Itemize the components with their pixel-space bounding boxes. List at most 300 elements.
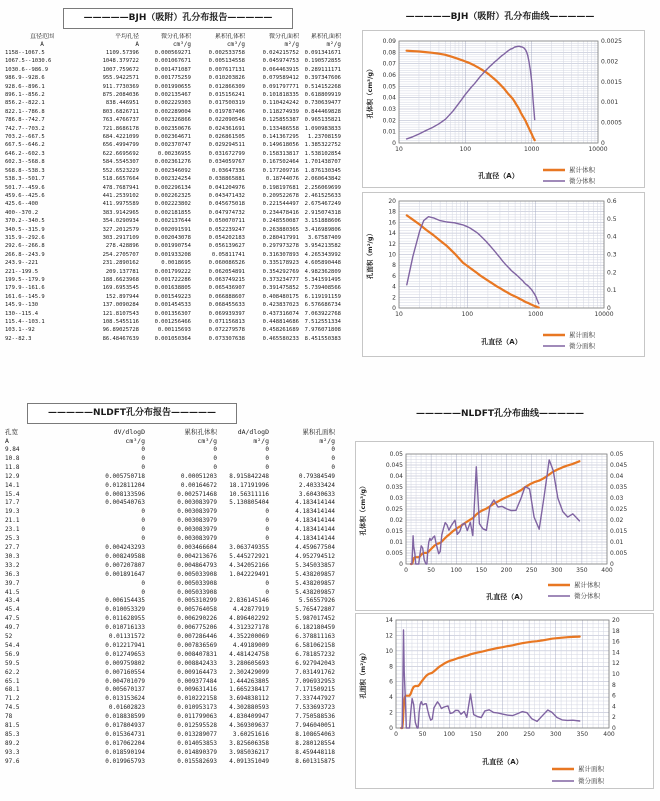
table-cell: 121.8107543 bbox=[102, 310, 139, 317]
table-cell: 0.001454533 bbox=[154, 302, 191, 309]
table-cell: 0 bbox=[265, 454, 269, 462]
table-cell: 12.9 bbox=[5, 472, 20, 480]
table-cell: 0 bbox=[331, 463, 335, 471]
table-cell: 56.9 bbox=[5, 650, 20, 658]
svg-text:350: 350 bbox=[576, 567, 588, 574]
table-cell: 5.56557926 bbox=[298, 597, 335, 605]
svg-text:0.015: 0.015 bbox=[610, 528, 628, 535]
table-cell: 0.008133596 bbox=[105, 490, 145, 498]
table-cell: 0.158313817 bbox=[262, 150, 299, 157]
table-cell: 0 bbox=[265, 526, 269, 534]
svg-text:0: 0 bbox=[389, 725, 393, 732]
y-axis-label: 孔面积（m²/g） bbox=[359, 649, 367, 699]
table-cell: 0.004540763 bbox=[105, 499, 145, 507]
table-cell: 45.4 bbox=[5, 606, 20, 614]
table-cell: 3.60430633 bbox=[298, 490, 335, 498]
table-cell: 0.012866309 bbox=[208, 83, 245, 90]
column-header: dA/dlogD bbox=[237, 428, 269, 436]
svg-text:0.05: 0.05 bbox=[610, 451, 624, 458]
y-axis-label: 孔体积（cm³/g） bbox=[366, 65, 374, 119]
table-cell: 130--115.4 bbox=[5, 310, 39, 317]
table-cell: 538.3--501.7 bbox=[5, 176, 45, 183]
svg-text:0.0015: 0.0015 bbox=[601, 78, 622, 86]
table-cell: 0.019965793 bbox=[105, 757, 145, 765]
table-cell: 152.897944 bbox=[105, 293, 139, 300]
table-cell: 0.00236955 bbox=[157, 150, 191, 157]
table-row bbox=[5, 133, 341, 141]
table-cell: 0.002229303 bbox=[154, 100, 191, 107]
table-row bbox=[5, 310, 341, 318]
table-cell: 0.198197681 bbox=[262, 184, 299, 191]
table-cell: 59.5 bbox=[5, 659, 20, 667]
table-cell: 0.730639477 bbox=[304, 100, 341, 107]
svg-text:4: 4 bbox=[612, 703, 616, 711]
table-row bbox=[5, 544, 335, 553]
table-cell: 0.012595528 bbox=[177, 722, 217, 730]
table-cell: 115.4--103.1 bbox=[5, 319, 45, 325]
table-cell: 0 bbox=[265, 463, 269, 471]
table-cell: 667.5--646.2 bbox=[5, 142, 45, 149]
table-cell: 0.002361276 bbox=[154, 159, 191, 166]
table-cell: 0.043471432 bbox=[208, 192, 245, 199]
table-cell: 0.010716133 bbox=[105, 624, 145, 632]
table-row bbox=[5, 758, 335, 767]
table-cell: 0 bbox=[141, 526, 145, 534]
table-cell: 5.130805404 bbox=[229, 499, 269, 507]
table-cell: 0.002350676 bbox=[154, 125, 191, 132]
svg-text:250: 250 bbox=[523, 731, 535, 738]
svg-text:0.01: 0.01 bbox=[382, 128, 396, 136]
svg-text:10: 10 bbox=[612, 671, 620, 678]
table-row bbox=[5, 571, 335, 580]
svg-text:50: 50 bbox=[427, 567, 435, 574]
table-cell: 0.01602823 bbox=[108, 704, 145, 712]
table-cell: 0.125855387 bbox=[262, 117, 299, 124]
column-unit: A bbox=[135, 41, 139, 48]
svg-text:0.0025: 0.0025 bbox=[601, 38, 622, 45]
table-row bbox=[5, 686, 335, 695]
svg-text:400: 400 bbox=[603, 731, 615, 738]
table-cell: 10.8 bbox=[5, 454, 20, 462]
x-axis-label: 孔直径（A） bbox=[486, 593, 527, 601]
table-cell: 0.005134558 bbox=[208, 58, 245, 65]
table-cell: 0.054202183 bbox=[208, 234, 245, 241]
table-cell: 0.618809919 bbox=[304, 92, 341, 99]
table-cell: 43.4 bbox=[5, 597, 20, 605]
table-row bbox=[5, 217, 341, 225]
table-cell: 0.437316074 bbox=[262, 310, 299, 317]
svg-text:8: 8 bbox=[389, 663, 393, 671]
table-cell: 0.068455633 bbox=[208, 302, 245, 309]
table-row bbox=[5, 446, 335, 455]
legend bbox=[552, 764, 605, 785]
table-row bbox=[5, 722, 335, 731]
table-cell: 0.002326866 bbox=[154, 117, 191, 124]
column-header: 累积孔面积 bbox=[310, 33, 341, 40]
table-cell: 478.7687941 bbox=[102, 184, 139, 191]
table-cell: 0.012811204 bbox=[105, 481, 145, 489]
table-cell: 15.4 bbox=[5, 490, 20, 498]
table-cell: 0.012217941 bbox=[105, 641, 145, 649]
table-cell: 0.066888607 bbox=[208, 293, 245, 300]
table-cell: 4.183414144 bbox=[295, 508, 335, 516]
legend-label: 微分体积 bbox=[574, 592, 600, 600]
table-cell: 0.00164672 bbox=[180, 481, 217, 489]
table-cell: 602.3--568.8 bbox=[5, 159, 45, 166]
table-cell: 4.459677504 bbox=[295, 543, 335, 551]
table-cell: 0.007617131 bbox=[208, 66, 245, 73]
table-cell: 0.003083979 bbox=[177, 499, 217, 507]
table-cell: 23.1 bbox=[5, 526, 20, 534]
table-cell: 78 bbox=[5, 713, 13, 721]
table-cell: 3.954213582 bbox=[304, 243, 341, 250]
svg-text:0.1: 0.1 bbox=[607, 287, 617, 295]
svg-text:0.4: 0.4 bbox=[607, 233, 617, 241]
table-cell: 3.151888606 bbox=[304, 218, 341, 225]
table-cell: 4.183414144 bbox=[295, 499, 335, 507]
table-cell: 85.3 bbox=[5, 731, 20, 738]
table-cell: 0.009164473 bbox=[177, 668, 217, 676]
svg-text:0.0005: 0.0005 bbox=[601, 119, 622, 127]
svg-text:8: 8 bbox=[612, 681, 616, 689]
table-cell: 0 bbox=[213, 463, 217, 471]
table-cell: 0.004213676 bbox=[177, 552, 217, 560]
table-cell: 1.538102854 bbox=[304, 150, 341, 157]
table-cell: 4.302880593 bbox=[229, 704, 269, 712]
table-row bbox=[5, 175, 341, 183]
table-cell: 2.40333424 bbox=[298, 481, 335, 489]
table-cell: 856.2--822.1 bbox=[5, 100, 45, 107]
column-header: 平均孔径 bbox=[114, 33, 139, 40]
table-cell: 1.701438707 bbox=[304, 159, 341, 166]
table-row bbox=[5, 184, 341, 192]
svg-text:50: 50 bbox=[418, 731, 427, 738]
table-cell: 0 bbox=[141, 446, 145, 453]
table-cell: 1030.6--986.9 bbox=[5, 66, 49, 73]
table-row bbox=[5, 749, 335, 758]
table-cell: 0.005750718 bbox=[105, 472, 145, 480]
table-cell: 0.234478416 bbox=[262, 209, 299, 216]
table-row bbox=[5, 49, 341, 57]
table-row bbox=[5, 209, 341, 217]
table-cell: 0.263880365 bbox=[262, 226, 299, 233]
table-row bbox=[5, 597, 335, 606]
svg-text:16: 16 bbox=[612, 638, 620, 646]
svg-text:300: 300 bbox=[551, 567, 563, 574]
table-cell: 0.335178923 bbox=[262, 260, 299, 267]
table-cell: 7.337447927 bbox=[295, 695, 335, 703]
svg-text:0.6: 0.6 bbox=[607, 198, 617, 205]
table-cell: 0.167502464 bbox=[262, 159, 299, 166]
svg-text:14: 14 bbox=[385, 617, 393, 624]
column-unit: cm³/g bbox=[226, 41, 245, 48]
table-cell: 27.7 bbox=[5, 543, 20, 551]
table-row bbox=[5, 301, 341, 309]
table-cell: 0 bbox=[265, 517, 269, 525]
table-cell: 89.2 bbox=[5, 739, 20, 747]
table-row bbox=[5, 526, 335, 535]
table-row bbox=[5, 116, 341, 124]
table-cell: 7.512551334 bbox=[304, 319, 341, 325]
table-cell: 0.002043078 bbox=[154, 234, 191, 241]
table-cell: 11.8 bbox=[5, 463, 20, 471]
table-cell: 0.073307638 bbox=[208, 335, 245, 342]
table-row bbox=[5, 141, 341, 149]
svg-text:14: 14 bbox=[612, 649, 620, 657]
table-header bbox=[5, 33, 341, 49]
table-row bbox=[5, 615, 335, 624]
table-cell: 7.750588536 bbox=[295, 713, 335, 721]
x-axis-label: 孔直径（A） bbox=[478, 172, 519, 180]
table-cell: 0.072279578 bbox=[208, 327, 245, 334]
svg-text:10000: 10000 bbox=[588, 146, 608, 153]
table-cell: 4.896402292 bbox=[229, 615, 269, 623]
svg-text:6: 6 bbox=[389, 678, 393, 686]
svg-text:0.04: 0.04 bbox=[610, 473, 624, 480]
table-cell: 6.581062158 bbox=[295, 641, 335, 649]
table-cell: 0.003466604 bbox=[177, 543, 217, 551]
table-cell: 0.060086526 bbox=[208, 260, 245, 267]
nldft-report-table bbox=[5, 428, 335, 767]
table-cell: 4.091351049 bbox=[229, 757, 269, 765]
x-axis-label: 孔直径（A） bbox=[481, 338, 522, 346]
table-cell: 71.2 bbox=[5, 695, 20, 703]
table-cell: 0.024361691 bbox=[208, 125, 245, 132]
table-row bbox=[5, 108, 341, 116]
table-cell: 0.012749653 bbox=[105, 650, 145, 658]
table-row bbox=[5, 562, 335, 571]
svg-text:0.05: 0.05 bbox=[389, 451, 403, 458]
svg-text:0: 0 bbox=[392, 305, 396, 312]
table-cell: 0.001638805 bbox=[154, 285, 191, 292]
table-cell: 0.002223802 bbox=[154, 201, 191, 208]
table-cell: 425.6--400 bbox=[5, 201, 39, 208]
svg-text:0.035: 0.035 bbox=[385, 484, 403, 491]
table-cell: 7.063922768 bbox=[304, 310, 341, 317]
svg-text:0.09: 0.09 bbox=[382, 38, 396, 45]
table-cell: 0.045974753 bbox=[262, 58, 299, 65]
table-cell: 0.002324254 bbox=[154, 176, 191, 183]
table-cell: 0.002370747 bbox=[154, 142, 191, 149]
svg-text:100: 100 bbox=[443, 731, 455, 738]
svg-text:350: 350 bbox=[576, 731, 589, 738]
svg-text:10: 10 bbox=[395, 311, 403, 318]
table-cell: 763.4766737 bbox=[102, 117, 139, 124]
table-cell: 459.6--425.6 bbox=[5, 192, 45, 199]
table-row bbox=[5, 57, 341, 65]
table-cell: 1158--1067.5 bbox=[5, 50, 45, 56]
table-cell: 3.694838112 bbox=[229, 695, 269, 703]
table-cell: 4.982362809 bbox=[304, 268, 341, 275]
table-cell: 0.045675018 bbox=[208, 201, 245, 208]
table-row bbox=[5, 606, 335, 615]
table-cell: 179.9--161.6 bbox=[5, 285, 45, 292]
table-cell: 6.119191159 bbox=[304, 293, 341, 300]
table-cell: 0.002135467 bbox=[154, 92, 191, 99]
table-cell: 3.825606358 bbox=[229, 739, 269, 747]
table-cell: 0.316307893 bbox=[262, 251, 299, 258]
table-cell: 4.352200069 bbox=[229, 633, 269, 641]
table-cell: 2.302429099 bbox=[229, 668, 269, 676]
column-header: 累积孔面积 bbox=[302, 428, 335, 436]
table-cell: 0.091797771 bbox=[262, 83, 299, 90]
table-cell: 0.008842433 bbox=[177, 659, 217, 667]
table-cell: 0.0018695 bbox=[161, 260, 191, 267]
table-cell: 0.069939397 bbox=[208, 310, 245, 317]
table-cell: 14.1 bbox=[5, 481, 20, 489]
table-cell: 0.010053329 bbox=[105, 606, 145, 614]
table-cell: 0.010953173 bbox=[177, 704, 217, 712]
svg-text:150: 150 bbox=[470, 731, 482, 738]
table-cell: 231.2890162 bbox=[102, 260, 139, 267]
table-cell: 2.461525633 bbox=[304, 192, 341, 199]
column-header: dV/dlogD bbox=[113, 428, 145, 436]
table-cell: 52 bbox=[5, 633, 13, 641]
table-cell: 411.9975589 bbox=[102, 201, 139, 208]
table-cell: 0.248550087 bbox=[262, 218, 299, 225]
table-cell: 0.448814686 bbox=[262, 319, 299, 325]
svg-text:12: 12 bbox=[385, 632, 393, 640]
table-cell: 7.171509215 bbox=[295, 686, 335, 694]
table-cell: 0.038865881 bbox=[208, 176, 245, 183]
table-cell: 137.0090284 bbox=[102, 302, 139, 309]
table-cell: 340.5--315.9 bbox=[5, 226, 45, 233]
svg-text:0: 0 bbox=[404, 567, 408, 574]
column-unit: m²/g bbox=[284, 41, 299, 48]
table-cell: 0.133486558 bbox=[262, 125, 299, 132]
table-cell: 0 bbox=[265, 446, 269, 453]
table-cell: 9.84 bbox=[5, 446, 20, 453]
table-cell: 0.013289077 bbox=[177, 731, 217, 738]
table-cell: 5.765472807 bbox=[295, 606, 335, 614]
table-cell: 0.221544497 bbox=[262, 201, 299, 208]
table-row bbox=[5, 651, 335, 660]
table-row bbox=[5, 99, 341, 107]
table-row bbox=[5, 553, 335, 562]
table-cell: 0.03647336 bbox=[211, 167, 245, 174]
table-cell: 1.042229491 bbox=[229, 570, 269, 578]
table-cell: 0.064463915 bbox=[262, 66, 299, 73]
table-cell: 552.6523229 bbox=[102, 167, 139, 174]
table-cell: 0.007207807 bbox=[105, 561, 145, 569]
table-cell: 19.3 bbox=[5, 508, 20, 516]
table-row bbox=[5, 482, 335, 491]
table-cell: 161.6--145.9 bbox=[5, 293, 45, 300]
table-cell: 0.001549223 bbox=[154, 293, 191, 300]
table-row bbox=[5, 242, 341, 250]
table-cell: 0.01131572 bbox=[108, 633, 145, 641]
svg-text:0.07: 0.07 bbox=[382, 60, 396, 68]
svg-text:14: 14 bbox=[388, 230, 396, 238]
table-cell: 292.6--266.8 bbox=[5, 243, 45, 250]
svg-text:400: 400 bbox=[601, 567, 613, 574]
chart-canvas bbox=[356, 614, 653, 788]
table-cell: 0.031672799 bbox=[208, 150, 245, 157]
table-cell: 354.0290934 bbox=[102, 218, 139, 225]
table-cell: 0.514152268 bbox=[304, 83, 341, 90]
table-cell: 0.297973278 bbox=[262, 243, 299, 250]
table-cell: 103.1--92 bbox=[5, 327, 35, 334]
svg-text:0: 0 bbox=[607, 305, 611, 312]
table-cell: 0.041204976 bbox=[208, 184, 245, 191]
table-row bbox=[5, 508, 335, 517]
table-cell: 0.017804937 bbox=[105, 722, 145, 730]
x-axis-label: 孔直径（A） bbox=[482, 758, 523, 766]
table-cell: 0 bbox=[213, 454, 217, 462]
svg-text:300: 300 bbox=[550, 731, 562, 738]
table-row bbox=[5, 150, 341, 158]
bjh-curve-title: —————BJH（吸附）孔分布曲线————— bbox=[405, 12, 595, 22]
table-cell: 0.05811741 bbox=[211, 251, 245, 258]
table-cell: 0 bbox=[265, 588, 269, 596]
table-cell: 0.005764058 bbox=[177, 606, 217, 614]
svg-text:10: 10 bbox=[385, 647, 393, 655]
table-cell: 0.001891647 bbox=[105, 570, 145, 578]
table-row bbox=[5, 66, 341, 74]
svg-text:4: 4 bbox=[392, 283, 396, 291]
column-header: 累积孔体积 bbox=[214, 33, 245, 40]
table-row bbox=[5, 455, 335, 464]
table-cell: 0.006775206 bbox=[177, 624, 217, 632]
svg-text:0: 0 bbox=[394, 731, 398, 738]
table-cell: 0.024215752 bbox=[262, 50, 299, 56]
table-cell: 10.56311116 bbox=[229, 490, 269, 498]
table-cell: 955.9422571 bbox=[102, 75, 139, 82]
table-cell: 81.5 bbox=[5, 722, 20, 730]
table-cell: 822.1--786.8 bbox=[5, 108, 45, 115]
table-cell: 0.001799222 bbox=[154, 268, 191, 275]
svg-text:100: 100 bbox=[450, 567, 462, 574]
table-cell: 0.110424242 bbox=[262, 100, 299, 107]
table-cell: 0.005310299 bbox=[177, 597, 217, 605]
svg-text:4: 4 bbox=[389, 694, 393, 702]
table-cell: 0 bbox=[141, 535, 145, 543]
legend-label: 累计面积 bbox=[569, 331, 595, 339]
svg-text:150: 150 bbox=[475, 567, 488, 574]
table-cell: 0 bbox=[141, 454, 145, 462]
table-cell: 0.844469828 bbox=[304, 108, 341, 115]
table-cell: 0.00051203 bbox=[180, 472, 217, 480]
table-row bbox=[5, 318, 341, 326]
table-row bbox=[5, 226, 341, 234]
table-cell: 96.89025728 bbox=[102, 327, 139, 334]
svg-text:1000: 1000 bbox=[528, 311, 544, 318]
svg-text:0.2: 0.2 bbox=[607, 269, 617, 277]
table-cell: 0.001990655 bbox=[154, 83, 191, 90]
table-cell: 65.1 bbox=[5, 677, 20, 685]
table-cell: 169.6953545 bbox=[102, 285, 139, 292]
table-cell: 0.005033908 bbox=[177, 570, 217, 578]
table-cell: 4.183414144 bbox=[295, 535, 335, 543]
table-cell: 8.915842248 bbox=[229, 472, 269, 480]
table-cell: 41.5 bbox=[5, 588, 20, 596]
table-cell: 74.5 bbox=[5, 704, 20, 712]
svg-text:0.04: 0.04 bbox=[389, 473, 403, 480]
table-cell: 0.063749215 bbox=[208, 276, 245, 283]
table-row bbox=[5, 284, 341, 292]
table-cell: 7.946040051 bbox=[295, 722, 335, 730]
table-row bbox=[5, 713, 335, 722]
column-unit: cm³/g bbox=[197, 437, 217, 445]
table-cell: 0.001356307 bbox=[154, 310, 191, 317]
table-cell: 0.018590194 bbox=[105, 748, 145, 756]
table-cell: 4.605890448 bbox=[304, 260, 341, 267]
y-axis-label: 孔体积（cm³/g） bbox=[359, 482, 367, 536]
table-cell: 383.9142965 bbox=[102, 209, 139, 216]
svg-text:12: 12 bbox=[612, 660, 620, 668]
table-row bbox=[5, 740, 335, 749]
table-cell: 0.280417991 bbox=[262, 234, 299, 241]
